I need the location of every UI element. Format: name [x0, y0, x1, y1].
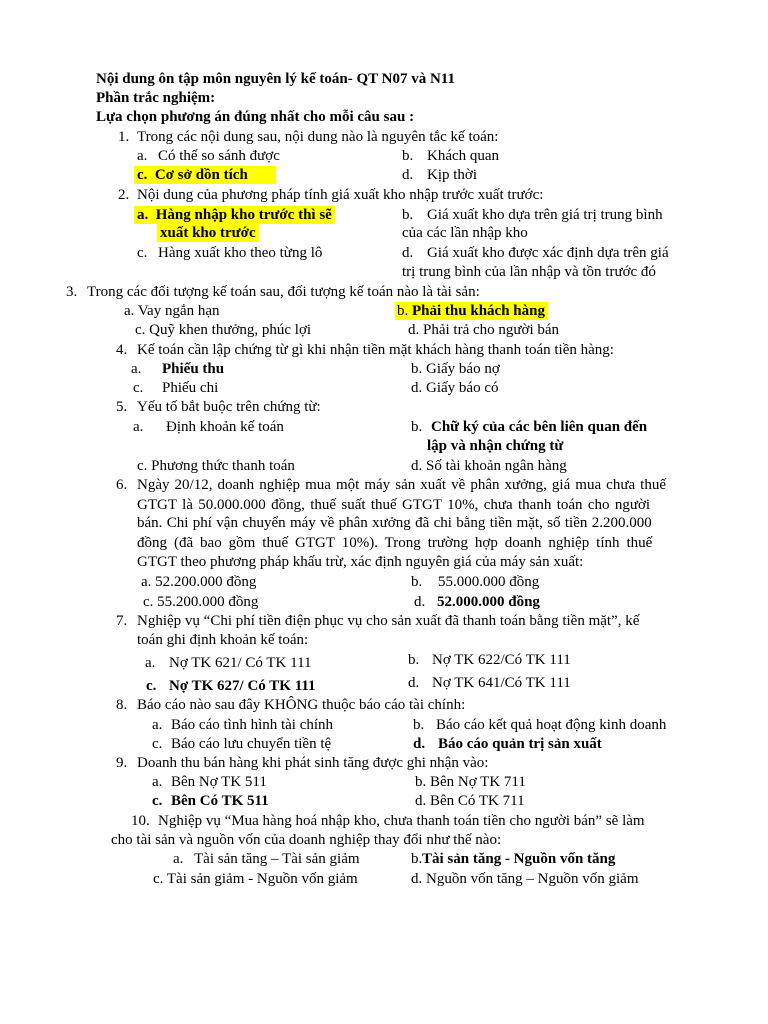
option-c: c. Phương thức thanh toán	[137, 458, 295, 474]
option-label: b.	[402, 207, 414, 223]
option-a-correct: Hàng nhập kho trước thì sẽ	[155, 207, 332, 223]
option-c: c. 55.200.000 đồng	[143, 594, 259, 610]
option-a: Định khoản kế toán	[166, 419, 284, 435]
option-label: d.	[414, 594, 426, 610]
option-c: Hàng xuất kho theo từng lô	[158, 245, 323, 261]
option-a: Báo cáo tình hình tài chính	[171, 717, 334, 733]
option-c: Phiếu chi	[162, 380, 219, 396]
question-number: 3.	[66, 284, 78, 300]
option-label: a.	[137, 207, 149, 223]
option-label: a.	[131, 361, 142, 377]
option-label: b.	[411, 851, 423, 867]
option-label: b.	[413, 717, 425, 733]
option-label: d.	[408, 675, 420, 691]
option-c-correct: Bên Có TK 511	[171, 793, 269, 809]
option-b: Nợ TK 622/Có TK 111	[432, 652, 571, 668]
option-d-line2: trị trung bình của lần nhập và tồn trước đó	[402, 264, 656, 280]
option-c: c. Tài sản giảm - Nguồn vốn giảm	[153, 871, 358, 887]
option-label: c.	[133, 380, 144, 396]
option-c: Báo cáo lưu chuyển tiền tệ	[171, 736, 332, 752]
option-label: b.	[408, 652, 420, 668]
option-c-correct: Nợ TK 627/ Có TK 111	[169, 678, 316, 694]
option-d: d. Nguồn vốn tăng – Nguồn vốn giảm	[411, 871, 639, 887]
option-label: d.	[402, 245, 414, 261]
option-b: b. Bên Nợ TK 711	[415, 774, 526, 790]
question-text-line5: GTGT theo phương pháp khấu trừ, xác định nguyên giá của máy sản xuất:	[137, 554, 584, 570]
option-a: Nợ TK 621/ Có TK 111	[169, 655, 312, 671]
option-b-line2: của các lần nhập kho	[402, 225, 528, 241]
option-label: c.	[137, 245, 148, 261]
question-text: Báo cáo nào sau đây KHÔNG thuộc báo cáo tài chính:	[137, 697, 466, 713]
question-text-line3: bán. Chi phí vận chuyển máy về phân xưởng đã chi bằng tiền mặt, số tiền 2.200.000	[137, 515, 652, 531]
option-label: b.	[411, 574, 423, 590]
question-text-line2: cho tài sản và nguồn vốn của doanh nghiệp thay đổi như thế nào:	[111, 832, 502, 848]
option-b-correct: Phải thu khách hàng	[412, 303, 545, 319]
option-d: Kịp thời	[427, 167, 478, 183]
question-number: 10.	[131, 813, 150, 829]
option-label: a.	[137, 148, 148, 164]
option-d: d. Bên Có TK 711	[415, 793, 525, 809]
option-b: 55.000.000 đồng	[438, 574, 540, 590]
option-label: b.	[402, 148, 414, 164]
option-label: c.	[146, 678, 157, 694]
question-text: Trong các đối tượng kế toán sau, đối tượng kế toán nào là tài sản:	[87, 284, 480, 300]
option-a: Có thể so sánh được	[158, 148, 280, 164]
question-number: 7.	[116, 613, 128, 629]
option-b-correct: Tài sản tăng - Nguồn vốn tăng	[422, 851, 616, 867]
answer-highlight	[395, 302, 548, 320]
section-heading: Phần trắc nghiệm:	[96, 90, 216, 106]
option-d: Giá xuất kho được xác định dựa trên giá	[427, 245, 669, 261]
question-text-line1: Nghiệp vụ “Mua hàng hoá nhập kho, chưa thanh toán tiền cho người bán” sẽ làm	[158, 813, 645, 829]
option-c: c. Quỹ khen thưởng, phúc lợi	[135, 322, 312, 338]
question-text-line2: toán ghi định khoản kế toán:	[137, 632, 309, 648]
question-number: 6.	[116, 477, 128, 493]
page-title: Nội dung ôn tập môn nguyên lý kế toán- QT N07 và N11	[96, 71, 455, 87]
option-b: Khách quan	[427, 148, 500, 164]
question-text: Yếu tố bắt buộc trên chứng từ:	[137, 399, 321, 415]
option-a-correct: Phiếu thu	[162, 361, 225, 377]
option-b: Báo cáo kết quả hoạt động kinh doanh	[436, 717, 667, 733]
option-label: b.	[397, 303, 409, 319]
option-a-correct-line2: xuất kho trước	[157, 224, 259, 242]
question-text-line4: đồng (đã bao gồm thuế GTGT 10%). Trong trường hợp doanh nghiệp tính thuế	[137, 535, 653, 551]
option-d: d. Số tài khoản ngân hàng	[411, 458, 567, 474]
question-text-line1: Nghiệp vụ “Chi phí tiền điện phục vụ cho sản xuất đã thanh toán bằng tiền mặt”, kế	[137, 613, 640, 629]
question-number: 9.	[116, 755, 128, 771]
option-a: a. Vay ngắn hạn	[124, 303, 220, 319]
question-number: 2.	[118, 187, 130, 203]
option-d-correct: 52.000.000 đồng	[437, 594, 540, 610]
option-d-correct: Báo cáo quản trị sản xuất	[438, 736, 602, 752]
option-b-correct: Chữ ký của các bên liên quan đến	[431, 419, 648, 435]
question-text: Kế toán cần lập chứng từ gì khi nhận tiền mặt khách hàng thanh toán tiền hàng:	[137, 342, 614, 358]
question-number: 1.	[118, 129, 130, 145]
option-label: a.	[152, 774, 163, 790]
option-label: a.	[133, 419, 144, 435]
question-number: 5.	[116, 399, 128, 415]
option-d: d. Giấy báo có	[411, 380, 499, 396]
question-text-line2: GTGT là 50.000.000 đồng, thuế suất thuế GTGT 10%, chưa thanh toán cho người	[137, 497, 651, 513]
option-b: b. Giấy báo nợ	[411, 361, 500, 377]
answer-highlight	[134, 206, 335, 224]
option-a: Tài sản tăng – Tài sản giảm	[194, 851, 360, 867]
answer-highlight	[134, 166, 276, 184]
option-b: Giá xuất kho dựa trên giá trị trung bình	[427, 207, 663, 223]
option-label: a.	[173, 851, 184, 867]
option-label: d.	[413, 736, 426, 752]
option-label: c.	[137, 167, 148, 183]
option-d: d. Phải trả cho người bán	[408, 322, 560, 338]
question-number: 8.	[116, 697, 128, 713]
question-text: Nội dung của phương pháp tính giá xuất kho nhập trước xuất trước:	[137, 187, 544, 203]
question-text: Trong các nội dung sau, nội dung nào là nguyên tắc kế toán:	[137, 129, 499, 145]
question-text: Doanh thu bán hàng khi phát sinh tăng được ghi nhận vào:	[137, 755, 489, 771]
question-number: 4.	[116, 342, 128, 358]
option-a: Bên Nợ TK 511	[171, 774, 267, 790]
option-label: a.	[152, 717, 163, 733]
option-a: a. 52.200.000 đồng	[141, 574, 257, 590]
instruction-heading: Lựa chọn phương án đúng nhất cho mỗi câu sau :	[96, 109, 415, 125]
option-label: d.	[402, 167, 414, 183]
option-label: c.	[152, 736, 163, 752]
question-text-line1: Ngày 20/12, doanh nghiệp mua một máy sản xuất về phân xưởng, giá mua chưa thuế	[137, 477, 666, 493]
option-d: Nợ TK 641/Có TK 111	[432, 675, 571, 691]
option-c-correct: Cơ sở dồn tích	[154, 167, 248, 183]
option-label: a.	[145, 655, 156, 671]
option-label: c.	[152, 793, 163, 809]
option-label: b.	[411, 419, 423, 435]
option-b-correct-line2: lập và nhận chứng từ	[427, 438, 564, 454]
